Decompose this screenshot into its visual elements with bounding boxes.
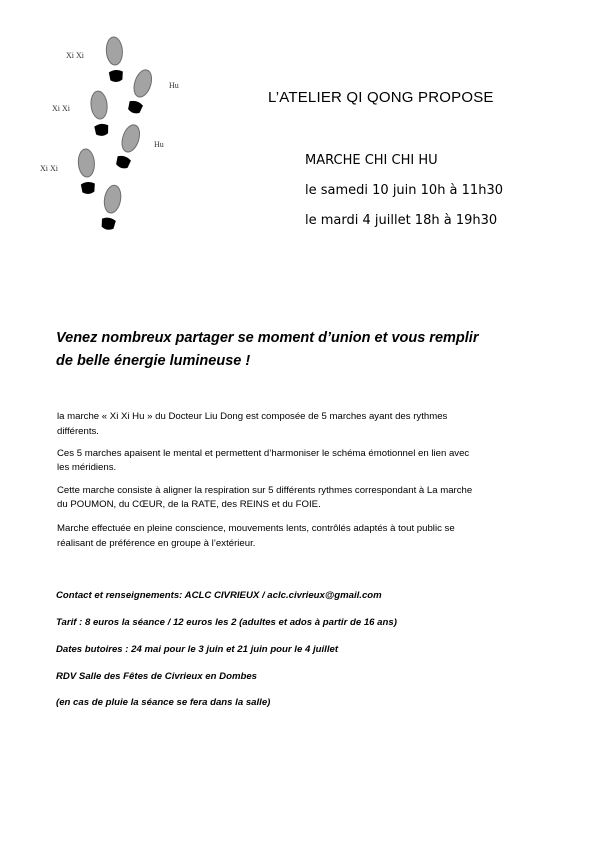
description-paragraph-3-cont: du POUMON, du CŒUR, de la RATE, des REINS et du FOIE. xyxy=(57,499,321,510)
description-paragraph-4-cont: réalisant de préférence en groupe à l’extérieur. xyxy=(57,538,256,549)
description-paragraph-2-cont: les méridiens. xyxy=(57,462,117,473)
headline-line-1: Venez nombreux partager se moment d’union et vous remplir xyxy=(56,330,479,346)
footprint-icon xyxy=(99,184,123,231)
page-title: L’ATELIER QI QONG PROPOSE xyxy=(268,89,494,106)
footprint-label: Xi Xi xyxy=(66,51,84,60)
description-paragraph-2: Ces 5 marches apaisent le mental et permettent d’harmoniser le schéma émotionnel en lien avec xyxy=(57,448,470,459)
description-paragraph-1-cont: différents. xyxy=(57,426,99,437)
contact-line: Contact et renseignements: ACLC CIVRIEUX / aclc.civrieux@gmail.com xyxy=(56,590,382,601)
description-paragraph-4: Marche effectuée en pleine conscience, mouvements lents, contrôlés adaptés à tout public se xyxy=(57,523,455,534)
footprint-label: Xi Xi xyxy=(40,164,58,173)
headline-line-2: de belle énergie lumineuse ! xyxy=(56,353,251,369)
footprint-icon xyxy=(77,148,96,194)
rdv-line: RDV Salle des Fêtes de Civrieux en Dombes xyxy=(56,671,258,682)
event-name: MARCHE CHI CHI HU xyxy=(305,153,438,168)
footprint-icon xyxy=(114,123,143,171)
footprint-icon xyxy=(105,36,124,82)
deadline-line: Dates butoires : 24 mai pour le 3 juin et 21 juin pour le 4 juillet xyxy=(56,644,339,655)
rain-note: (en cas de pluie la séance se fera dans la salle) xyxy=(56,697,271,708)
footprint-label: Xi Xi xyxy=(52,104,70,113)
event-date-2: le mardi 4 juillet 18h à 19h30 xyxy=(305,213,498,228)
footprints-illustration xyxy=(0,0,200,240)
footprint-icon xyxy=(126,68,155,116)
footprint-icon xyxy=(90,90,111,136)
description-paragraph-3: Cette marche consiste à aligner la respiration sur 5 différents rythmes correspondant à La marche xyxy=(57,485,473,496)
event-date-1: le samedi 10 juin 10h à 11h30 xyxy=(305,183,503,198)
description-paragraph-1: la marche « Xi Xi Hu » du Docteur Liu Dong est composée de 5 marches ayant des rythmes xyxy=(57,411,448,422)
footprint-label: Hu xyxy=(169,81,179,90)
tarif-line: Tarif : 8 euros la séance / 12 euros les 2 (adultes et ados à partir de 16 ans) xyxy=(56,617,397,628)
footprint-label: Hu xyxy=(154,140,164,149)
